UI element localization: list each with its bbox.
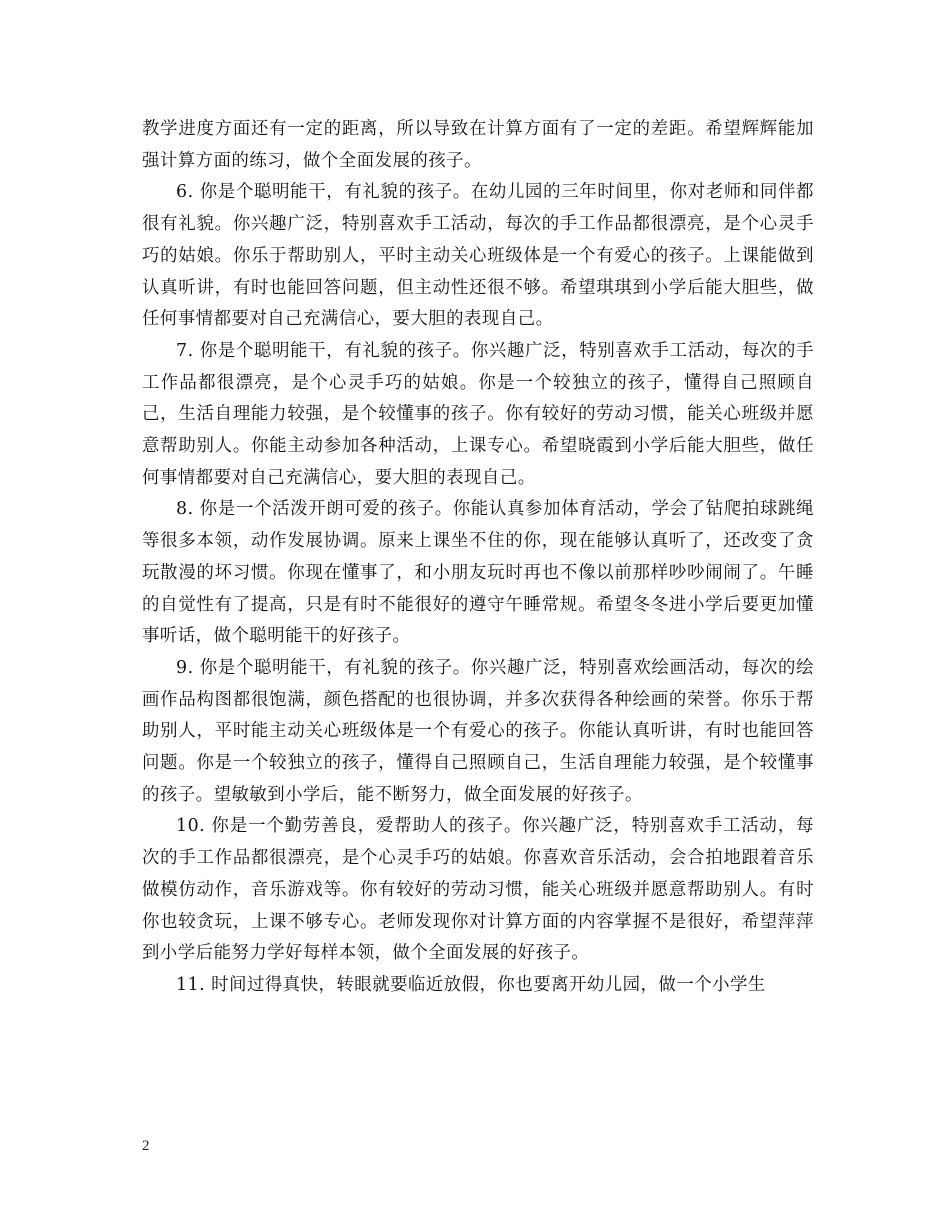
paragraph-item-9: 9. 你是个聪明能干，有礼貌的孩子。你兴趣广泛，特别喜欢绘画活动，每次的绘画作品构图都很饱满，颜色搭配的也很协调，并多次获得各种绘画的荣誉。你乐于帮助别人，平时能主动关心班级体是一个有爱心的孩子。你能认真听讲，有时也能回答问题。你是一个较独立的孩子，懂得自己照顾自己，生活自理能力较强，是个较懂事的孩子。望敏敏到小学后，能不断努力，做全面发展的好孩子。 (142, 657, 814, 805)
page-number: 2 (142, 1138, 150, 1154)
paragraph-item-8: 8. 你是一个活泼开朗可爱的孩子。你能认真参加体育活动，学会了钻爬拍球跳绳等很多本领，动作发展协调。原来上课坐不住的你，现在能够认真听了，还改变了贪玩散漫的坏习惯。你现在懂事了，和小朋友玩时再也不像以前那样吵吵闹闹了。午睡的自觉性有了提高，只是有时不能很好的遵守午睡常规。希望冬冬进小学后要更加懂事听话，做个聪明能干的好孩子。 (142, 499, 814, 647)
paragraph-item-6: 6. 你是个聪明能干，有礼貌的孩子。在幼儿园的三年时间里，你对老师和同伴都很有礼貌。你兴趣广泛，特别喜欢手工活动，每次的手工作品都很漂亮，是个心灵手巧的姑娘。你乐于帮助别人，平时主动关心班级体是一个有爱心的孩子。上课能做到认真听讲，有时也能回答问题，但主动性还很不够。希望琪琪到小学后能大胆些，做任何事情都要对自己充满信心，要大胆的表现自己。 (142, 182, 814, 330)
paragraph-item-10: 10. 你是一个勤劳善良，爱帮助人的孩子。你兴趣广泛，特别喜欢手工活动，每次的手工作品都很漂亮，是个心灵手巧的姑娘。你喜欢音乐活动，会合拍地跟着音乐做模仿动作，音乐游戏等。你有较好的劳动习惯，能关心班级并愿意帮助别人。有时你也较贪玩，上课不够专心。老师发现你对计算方面的内容掌握不是很好，希望萍萍到小学后能努力学好每样本领，做个全面发展的好孩子。 (142, 816, 814, 964)
paragraph-item-11: 11. 时间过得真快，转眼就要临近放假，你也要离开幼儿园，做一个小学生 (176, 974, 766, 995)
paragraph-item-7: 7. 你是个聪明能干，有礼貌的孩子。你兴趣广泛，特别喜欢手工活动，每次的手工作品都很漂亮，是个心灵手巧的姑娘。你是一个较独立的孩子，懂得自己照顾自己，生活自理能力较强，是个较懂事的孩子。你有较好的劳动习惯，能关心班级并愿意帮助别人。你能主动参加各种活动，上课专心。希望晓霞到小学后能大胆些，做任何事情都要对自己充满信心，要大胆的表现自己。 (142, 340, 814, 488)
document-body (142, 114, 814, 1002)
paragraph-continuation: 教学进度方面还有一定的距离，所以导致在计算方面有了一定的差距。希望辉辉能加强计算方面的练习，做个全面发展的孩子。 (142, 119, 814, 171)
